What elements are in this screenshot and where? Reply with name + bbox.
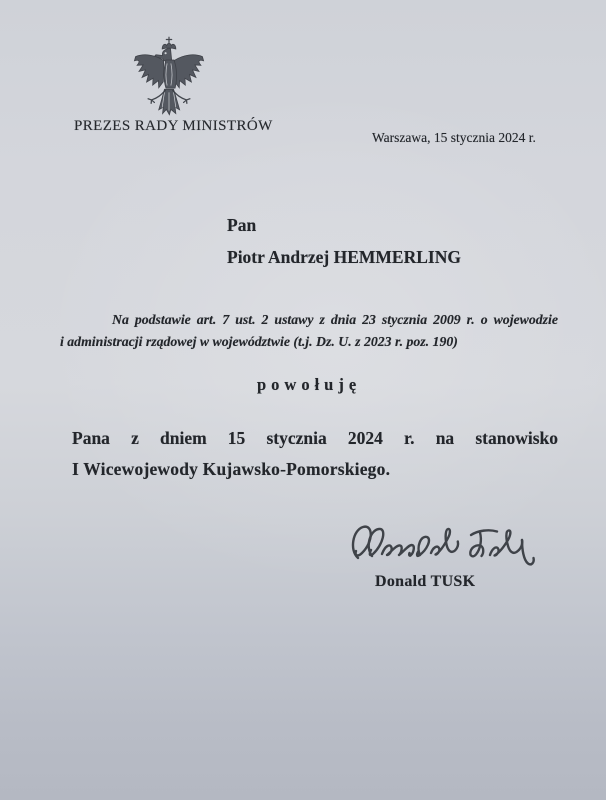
appointment-line-1: Pana z dniem 15 stycznia 2024 r. na stanowisko: [72, 428, 558, 448]
handwritten-signature-icon: [344, 514, 550, 576]
legal-basis-paragraph: [60, 309, 558, 353]
polish-eagle-emblem-icon: [131, 36, 207, 116]
place-and-date: Warszawa, 15 stycznia 2024 r.: [372, 130, 536, 145]
performative-verb: powołuję: [257, 375, 362, 394]
appointment-line-2: I Wicewojewody Kujawsko-Pomorskiego.: [72, 459, 391, 479]
legal-basis-line-1: Na podstawie art. 7 ust. 2 ustawy z dnia 23 stycznia 2009 r. o wojewodzie: [112, 312, 558, 327]
legal-basis-line-2: i administracji rządowej w województwie (t.j. Dz. U. z 2023 r. poz. 190): [60, 334, 458, 349]
addressee-name: Piotr Andrzej HEMMERLING: [227, 247, 461, 267]
office-title: PREZES RADY MINISTRÓW: [74, 118, 273, 134]
appointment-paragraph: [72, 423, 558, 485]
addressee-block: [227, 209, 461, 273]
addressee-salutation: Pan: [227, 215, 257, 235]
signer-printed-name: Donald TUSK: [375, 573, 476, 590]
